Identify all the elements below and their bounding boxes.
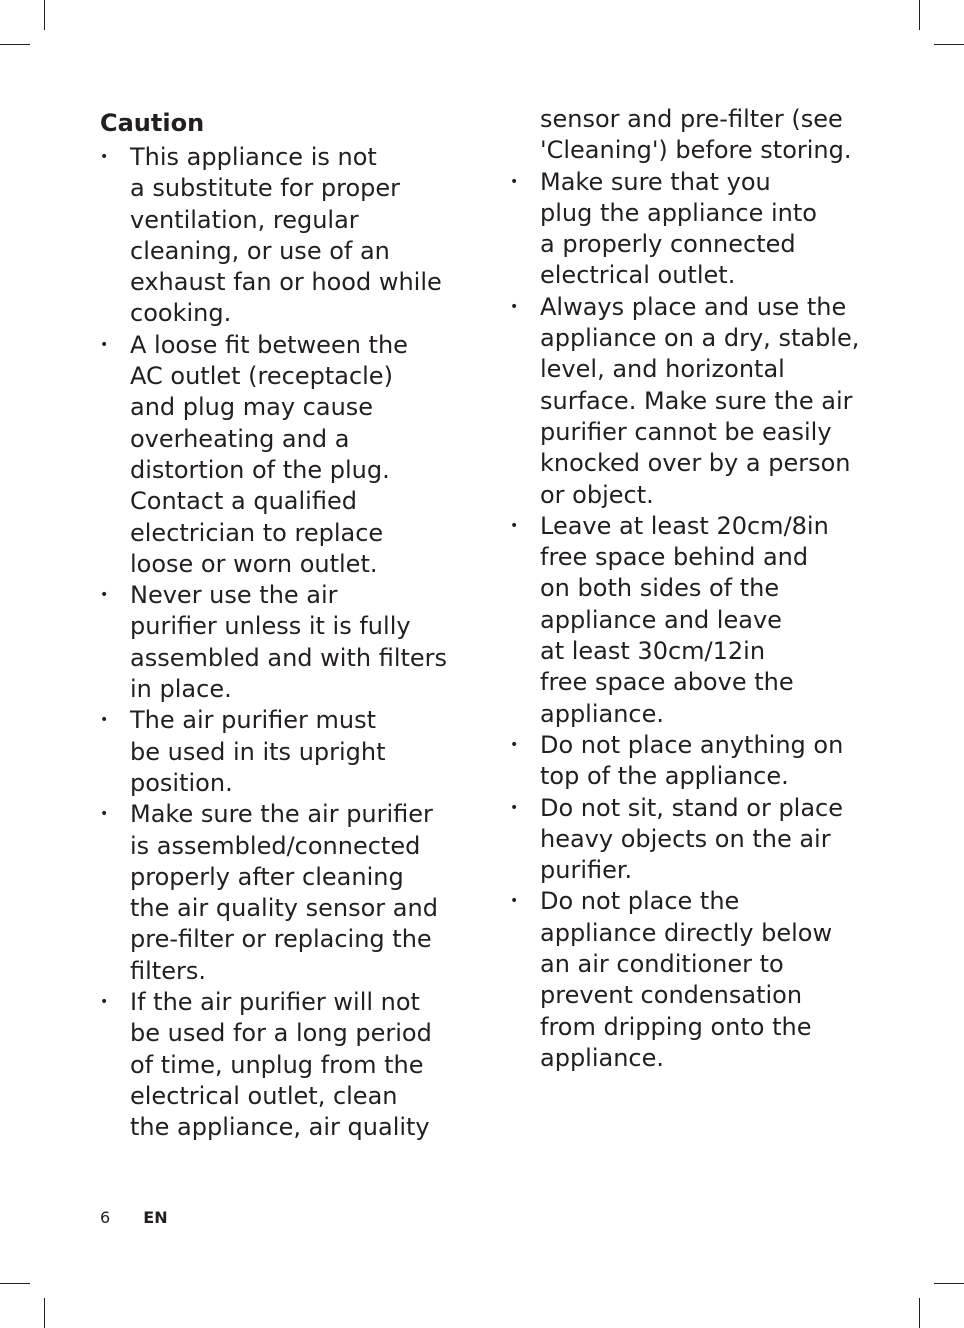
page-number: 6	[100, 1208, 111, 1227]
list-item: • The air purifier must be used in its upright position.	[100, 705, 460, 799]
crop-mark	[0, 1283, 30, 1284]
list-item: • Do not place anything on top of the appliance.	[510, 730, 870, 793]
crop-mark	[919, 0, 920, 30]
crop-mark	[44, 0, 45, 30]
list-item: • Never use the air purifier unless it is fully assembled and with filters in place.	[100, 580, 460, 705]
list-item: • A loose fit between the AC outlet (receptacle) and plug may cause overheating and a distortion of the plug. Contact a qualified electrician to replace loose or worn outlet.	[100, 330, 460, 580]
right-column	[510, 104, 870, 1074]
crop-mark	[0, 44, 30, 45]
left-column	[100, 104, 460, 1144]
list-item: • Leave at least 20cm/8in free space behind and on both sides of the appliance and leave at least 30cm/12in free space above the appliance.	[510, 511, 870, 730]
list-item-continuation: sensor and pre-filter (see 'Cleaning') before storing.	[540, 105, 852, 165]
list-item: • Do not place the appliance directly below an air conditioner to prevent condensation from dripping onto the appliance.	[510, 886, 870, 1074]
crop-mark	[934, 1283, 964, 1284]
page-footer	[100, 1208, 168, 1228]
list-item: • Always place and use the appliance on a dry, stable, level, and horizontal surface. Make sure the air purifier cannot be easily knocked over by a person or object.	[510, 292, 870, 511]
list-item: • Make sure that you plug the appliance into a properly connected electrical outlet.	[510, 167, 870, 292]
list-item: • If the air purifier will not be used for a long period of time, unplug from the electrical outlet, clean the appliance, air quality	[100, 987, 460, 1143]
language-code: EN	[143, 1208, 168, 1227]
caution-list-left	[100, 142, 460, 1144]
crop-mark	[934, 44, 964, 45]
crop-mark	[44, 1298, 45, 1328]
list-item: • Do not sit, stand or place heavy objects on the air purifier.	[510, 793, 870, 887]
section-heading: Caution	[100, 109, 205, 137]
caution-list-right	[510, 167, 870, 1075]
list-item: • This appliance is not a substitute for proper ventilation, regular cleaning, or use of an exhaust fan or hood while cooking.	[100, 142, 460, 330]
list-item: • Make sure the air purifier is assembled/connected properly after cleaning the air quality sensor and pre-filter or replacing the filters.	[100, 799, 460, 987]
crop-mark	[919, 1298, 920, 1328]
